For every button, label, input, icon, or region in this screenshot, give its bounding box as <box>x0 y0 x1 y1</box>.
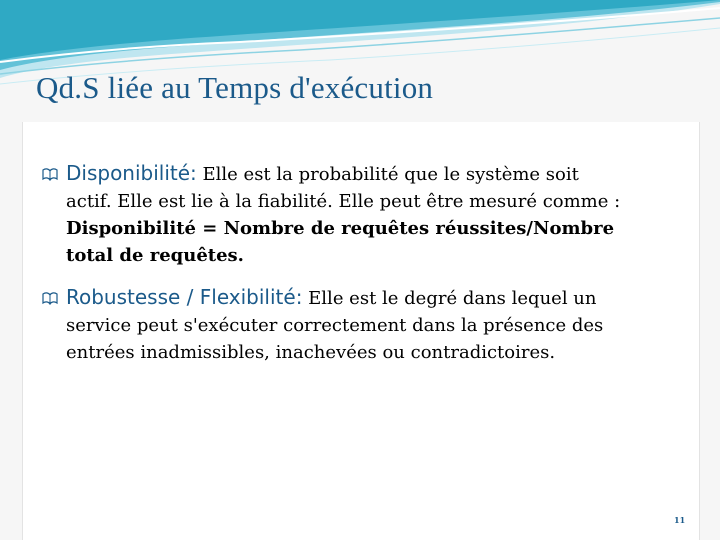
bullet-robustesse <box>42 284 692 366</box>
bullet-text: actif. Elle est lie à la fiabilité. Elle peut être mesuré comme : <box>66 191 621 212</box>
bullet-text: service peut s'exécuter correctement dans la présence des <box>66 315 604 336</box>
book-arrow-icon <box>42 167 58 181</box>
slide-title: Qd.S liée au Temps d'exécution <box>36 70 434 105</box>
term-label: Disponibilité: <box>66 161 197 185</box>
bullet-text: entrées inadmissibles, inachevées ou contradictoires. <box>66 342 556 363</box>
formula-text: total de requêtes. <box>66 245 244 266</box>
page-number: 11 <box>674 515 686 525</box>
bullet-disponibilite <box>42 160 692 269</box>
term-label: Robustesse / Flexibilité: <box>66 285 303 309</box>
bullet-text: Elle est le degré dans lequel un <box>302 288 597 309</box>
book-arrow-icon <box>42 291 58 305</box>
bullet-text: Elle est la probabilité que le système soit <box>196 164 579 185</box>
formula-text: Disponibilité = Nombre de requêtes réussites/Nombre <box>66 218 615 239</box>
